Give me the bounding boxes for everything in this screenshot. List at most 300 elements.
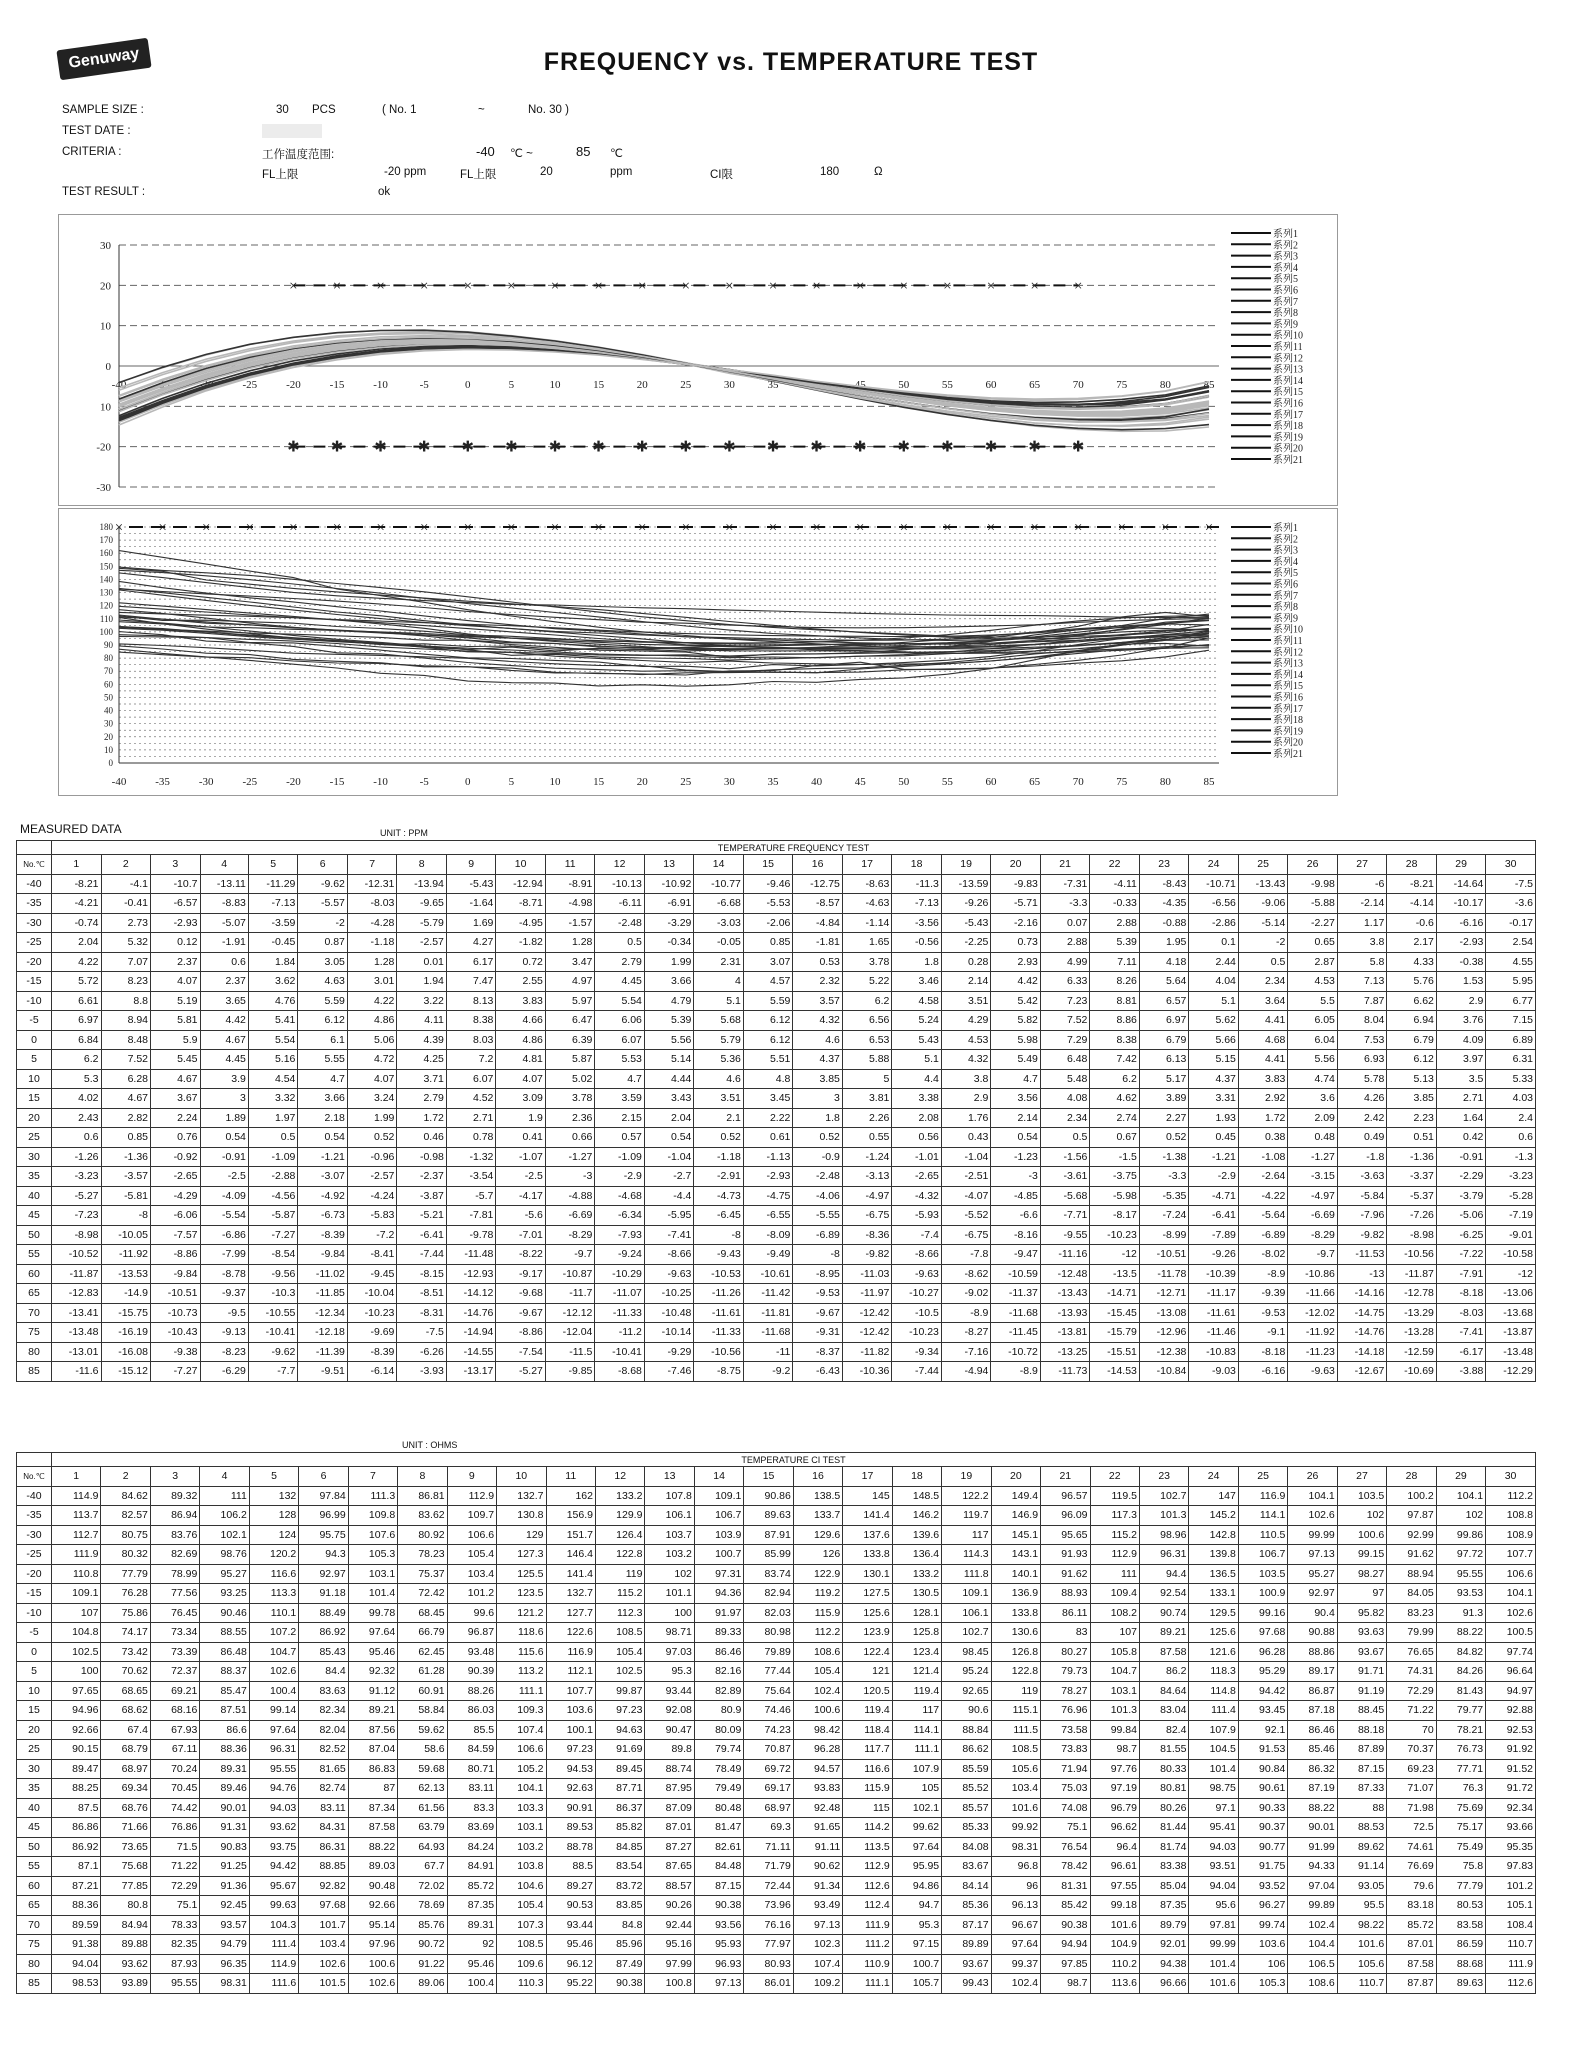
table-cell: -9.62 (298, 874, 348, 894)
table-cell: 96.79 (1090, 1798, 1139, 1818)
table-cell: -10.17 (1436, 894, 1486, 914)
table-cell: 0.56 (892, 1128, 942, 1148)
table-cell: 86.37 (595, 1798, 644, 1818)
table-cell: 108.2 (1090, 1603, 1139, 1623)
table-cell: 95.46 (447, 1954, 496, 1974)
table-cell: 87.56 (348, 1720, 397, 1740)
table-cell: 82.03 (744, 1603, 793, 1623)
legend-label: 系列20 (1273, 443, 1303, 455)
table-cell: -12.04 (545, 1323, 595, 1343)
table-cell: 94.63 (595, 1720, 644, 1740)
limit-marker: × (681, 278, 691, 295)
table-cell: -7.22 (1436, 1245, 1486, 1265)
table-cell: 4.97 (545, 972, 595, 992)
table-cell: -5.93 (892, 1206, 942, 1226)
table-cell: 0.46 (397, 1128, 447, 1148)
table-cell: 87.35 (1139, 1896, 1188, 1916)
table-cell: 91.92 (1486, 1740, 1536, 1760)
table-cell: 8.48 (101, 1030, 151, 1050)
table-cell: -8.21 (52, 874, 102, 894)
x-tick-label: -35 (155, 776, 170, 788)
table-cell: -3.75 (1090, 1167, 1140, 1187)
table-cell: -13.5 (1090, 1264, 1140, 1284)
table-cell: 91.99 (1288, 1837, 1337, 1857)
table-cell: 104.3 (249, 1915, 298, 1935)
table-cell: 102.6 (1486, 1603, 1536, 1623)
table-cell: -6.41 (397, 1225, 447, 1245)
table-cell: 2.14 (941, 972, 991, 992)
table-cell: -5.35 (1139, 1186, 1189, 1206)
corner-cell: No.℃ (17, 855, 52, 875)
row-temperature: 55 (17, 1245, 52, 1265)
table-cell: 3.09 (496, 1089, 546, 1109)
column-header: 17 (842, 855, 892, 875)
y-tick-label: 50 (104, 692, 113, 703)
table-cell: 88.68 (1436, 1954, 1485, 1974)
table-cell: -2.14 (1337, 894, 1387, 914)
table-cell: -14.55 (446, 1342, 496, 1362)
table-cell: 84.08 (942, 1837, 991, 1857)
x-tick-label: -35 (155, 379, 170, 391)
table-cell: -1.21 (298, 1147, 348, 1167)
table-cell: -5.27 (496, 1362, 546, 1382)
table-cell: -5.54 (200, 1206, 248, 1226)
table-row (17, 1662, 1536, 1682)
table-cell: 5.19 (151, 991, 201, 1011)
table-cell: 4.42 (200, 1011, 248, 1031)
table-cell: -9.65 (397, 894, 447, 914)
table-cell: 78.42 (1041, 1857, 1090, 1877)
table-cell: 89.17 (1288, 1662, 1337, 1682)
legend-label: 系列11 (1273, 636, 1303, 647)
table-cell: 88.36 (200, 1740, 249, 1760)
table-cell: -11.73 (1040, 1362, 1090, 1382)
table-cell: 91.36 (200, 1876, 249, 1896)
table-cell: 125.6 (1189, 1623, 1238, 1643)
table-cell: 101.2 (1486, 1876, 1536, 1896)
table-cell: 116.9 (1238, 1486, 1287, 1506)
table-cell: 96.62 (1090, 1818, 1139, 1838)
table-cell: -8.16 (991, 1225, 1041, 1245)
y-tick-label: 0 (108, 758, 113, 768)
table-cell: -4.75 (743, 1186, 793, 1206)
table-cell: 2.37 (200, 972, 248, 992)
table-cell: 87.18 (1288, 1701, 1337, 1721)
x-tick-label: 10 (549, 379, 561, 391)
table-cell: 98.45 (942, 1642, 991, 1662)
table-cell: 2.55 (496, 972, 546, 992)
table-cell: 89.31 (200, 1759, 249, 1779)
table-cell: -9.49 (743, 1245, 793, 1265)
table-cell: 62.45 (398, 1642, 447, 1662)
table-cell: 5.39 (644, 1011, 694, 1031)
table-cell: 107.7 (546, 1681, 595, 1701)
table-cell: 72.02 (398, 1876, 447, 1896)
ohm-unit: Ω (874, 166, 883, 178)
table-cell: 106.1 (645, 1506, 694, 1526)
table-cell: -2.9 (1189, 1167, 1239, 1187)
table-cell: 105.3 (1238, 1974, 1287, 1994)
table-cell: -11.45 (991, 1323, 1041, 1343)
table-cell: -2.16 (991, 913, 1041, 933)
table-cell: 83.38 (1139, 1857, 1188, 1877)
table-cell: -6.6 (991, 1206, 1041, 1226)
table-cell: -13.01 (52, 1342, 102, 1362)
table-cell: -12 (1486, 1264, 1536, 1284)
table-cell: 71.66 (101, 1818, 150, 1838)
table-cell: -6.57 (151, 894, 201, 914)
table-cell: 100.9 (1238, 1584, 1287, 1604)
table-cell: -9.84 (298, 1245, 348, 1265)
x-tick-label: 40 (811, 776, 823, 788)
table-cell: -5.06 (1436, 1206, 1486, 1226)
column-header: 28 (1387, 855, 1437, 875)
table-cell: 62.13 (398, 1779, 447, 1799)
table-cell: 89.89 (942, 1935, 991, 1955)
table-cell: 76.96 (1041, 1701, 1090, 1721)
table-row (17, 1323, 1536, 1343)
table-cell: 68.97 (101, 1759, 150, 1779)
table-cell: 110.2 (1090, 1954, 1139, 1974)
row-temperature: -15 (17, 1584, 52, 1604)
table-cell: 5.13 (1387, 1069, 1437, 1089)
table-cell: 93.67 (1337, 1642, 1386, 1662)
table-cell: 86.31 (299, 1837, 348, 1857)
table-row (17, 1837, 1536, 1857)
table-cell: 71.79 (744, 1857, 793, 1877)
table-cell: -2.48 (793, 1167, 843, 1187)
table-cell: 87.27 (645, 1837, 694, 1857)
table-cell: 92.97 (1288, 1584, 1337, 1604)
table-cell: -10.41 (595, 1342, 645, 1362)
table-cell: 93.57 (200, 1915, 249, 1935)
table-cell: 75.64 (744, 1681, 793, 1701)
table-cell: -4.56 (248, 1186, 298, 1206)
table-cell: -8.78 (200, 1264, 248, 1284)
row-temperature: 45 (17, 1206, 52, 1226)
table-cell: -6.14 (347, 1362, 397, 1382)
legend-label: 系列7 (1273, 590, 1298, 602)
table-cell: -9.67 (793, 1303, 843, 1323)
table-cell: 2.93 (991, 952, 1041, 972)
table-cell: 3.85 (1387, 1089, 1437, 1109)
y-tick-label: 60 (104, 679, 113, 690)
table-cell: 87.04 (348, 1740, 397, 1760)
table-cell: 7.47 (446, 972, 496, 992)
table-cell: 106.7 (1238, 1545, 1287, 1565)
y-tick-label: 10 (100, 320, 111, 333)
table-cell: 2.26 (842, 1108, 892, 1128)
row-temperature: 70 (17, 1303, 52, 1323)
table-cell: 100 (52, 1662, 101, 1682)
limit-marker: × (289, 278, 298, 295)
table-cell: -6 (1337, 874, 1387, 894)
table-cell: 114.2 (843, 1818, 892, 1838)
table-cell: 129.5 (1189, 1603, 1238, 1623)
table-cell: 87.1 (52, 1857, 101, 1877)
table-cell: 0.54 (298, 1128, 348, 1148)
table-cell: 2.04 (644, 1108, 694, 1128)
table-cell: -3.57 (101, 1167, 151, 1187)
table-cell: -11.5 (545, 1342, 595, 1362)
table-cell: -10.92 (644, 874, 694, 894)
column-header: 27 (1337, 1467, 1386, 1487)
table-cell: 119.4 (892, 1681, 941, 1701)
table-cell: 95.16 (645, 1935, 694, 1955)
table-cell: -5.28 (1486, 1186, 1536, 1206)
table-cell: -1.14 (842, 913, 892, 933)
x-tick-label: 85 (1203, 776, 1215, 788)
table-cell: 87.01 (1387, 1935, 1436, 1955)
table-cell: 3.05 (298, 952, 348, 972)
table-cell: -12.42 (842, 1303, 892, 1323)
table-cell: -3.56 (892, 913, 942, 933)
table-cell: 3 (793, 1089, 843, 1109)
table-cell: 97.04 (1288, 1876, 1337, 1896)
column-header: 30 (1486, 1467, 1536, 1487)
table-cell: -7.24 (1139, 1206, 1189, 1226)
table-cell: 73.83 (1041, 1740, 1090, 1760)
table-cell: 108.5 (991, 1740, 1040, 1760)
table-cell: -9.68 (496, 1284, 546, 1304)
table-cell: 4.7 (298, 1069, 348, 1089)
table-cell: 3.81 (842, 1089, 892, 1109)
table-cell: -0.41 (101, 894, 151, 914)
table-cell: 4.62 (1090, 1089, 1140, 1109)
table-cell: 91.72 (1486, 1779, 1536, 1799)
table-cell: 5.1 (1189, 991, 1239, 1011)
table-cell: 86.2 (1139, 1662, 1188, 1682)
table-cell: -12.34 (298, 1303, 348, 1323)
table-cell: -0.9 (793, 1147, 843, 1167)
table-cell: 121.2 (497, 1603, 546, 1623)
column-header: 11 (545, 855, 595, 875)
table-cell: -13.28 (1387, 1323, 1437, 1343)
table-cell: 3.65 (200, 991, 248, 1011)
table-cell: 111.8 (942, 1564, 991, 1584)
table-cell: -10.86 (1288, 1264, 1338, 1284)
table-cell: 97.99 (645, 1954, 694, 1974)
table-cell: 7.07 (101, 952, 151, 972)
table-cell: 87.51 (200, 1701, 249, 1721)
table-cell: -9.26 (941, 894, 991, 914)
table-cell: -9.98 (1288, 874, 1338, 894)
table-cell: 98.71 (645, 1623, 694, 1643)
table-cell: -4.68 (595, 1186, 645, 1206)
row-temperature: -5 (17, 1011, 52, 1031)
table-cell: -11 (743, 1342, 793, 1362)
legend-label: 系列2 (1273, 240, 1298, 252)
table-cell: 83.74 (744, 1564, 793, 1584)
table-cell: 91.93 (1041, 1545, 1090, 1565)
table-cell: 94.96 (52, 1701, 101, 1721)
table-cell: 89.21 (348, 1701, 397, 1721)
table-cell: 88.86 (1288, 1642, 1337, 1662)
fl-high-label: FL上限 (460, 169, 497, 181)
limit-marker: × (1117, 520, 1127, 536)
table-cell: 4.04 (1189, 972, 1239, 992)
table-cell: 86.32 (1288, 1759, 1337, 1779)
range-start: ( No. 1 (382, 104, 417, 116)
table-cell: 80.53 (1436, 1896, 1485, 1916)
table-cell: -11.61 (1189, 1303, 1239, 1323)
table-cell: -6.16 (1238, 1362, 1288, 1382)
frequency-chart (58, 214, 1338, 506)
y-tick-label: 40 (104, 705, 113, 716)
table-cell: 99.43 (942, 1974, 991, 1994)
legend-label: 系列19 (1273, 432, 1303, 444)
legend-label: 系列13 (1273, 658, 1303, 670)
table-cell: 111.9 (52, 1545, 101, 1565)
table-cell: 85.57 (942, 1798, 991, 1818)
table-cell: -13.94 (397, 874, 447, 894)
table-cell: 86.83 (348, 1759, 397, 1779)
table-cell: 104.4 (1288, 1935, 1337, 1955)
table-cell: 4.22 (52, 952, 102, 972)
table-cell: 102.6 (348, 1974, 397, 1994)
table-cell: -8.31 (397, 1303, 447, 1323)
table-cell: 95.75 (299, 1525, 348, 1545)
table-cell: 99.84 (1090, 1720, 1139, 1740)
table-cell: 2.31 (694, 952, 744, 972)
limit-marker: × (986, 520, 996, 536)
table-cell: -1.18 (347, 933, 397, 953)
table-cell: -1.07 (496, 1147, 546, 1167)
table-cell: 2.32 (793, 972, 843, 992)
table-cell: -9.29 (644, 1342, 694, 1362)
table-cell: -13.29 (1387, 1303, 1437, 1323)
table-cell: -2.7 (644, 1167, 694, 1187)
table-cell: 93.25 (200, 1584, 249, 1604)
table-cell: 91.53 (1238, 1740, 1287, 1760)
table-cell: 82.34 (299, 1701, 348, 1721)
table-cell: -9.43 (694, 1245, 744, 1265)
table-cell: 93.63 (1337, 1623, 1386, 1643)
table-cell: 118.4 (843, 1720, 892, 1740)
row-temperature: 85 (17, 1362, 52, 1382)
legend-label: 系列18 (1273, 715, 1303, 727)
table-cell: 75.69 (1436, 1798, 1485, 1818)
table-cell: -5.81 (101, 1186, 151, 1206)
table-cell: 76.65 (1387, 1642, 1436, 1662)
table-cell: 111.6 (249, 1974, 298, 1994)
table-cell: -9.7 (545, 1245, 595, 1265)
table-cell: -3.6 (1486, 894, 1536, 914)
table-cell: 4 (694, 972, 744, 992)
table-cell: -7.23 (52, 1206, 102, 1226)
table-cell: 77.97 (744, 1935, 793, 1955)
table-cell: -2.65 (892, 1167, 942, 1187)
x-tick-label: 20 (636, 379, 648, 391)
legend-label: 系列5 (1273, 568, 1298, 580)
table-cell: 4.45 (200, 1050, 248, 1070)
table-cell: -1.21 (1189, 1147, 1239, 1167)
table-cell: -3.79 (1436, 1186, 1486, 1206)
x-tick-label: 45 (854, 379, 866, 391)
table-cell: 80.26 (1139, 1798, 1188, 1818)
table-cell: 6.39 (545, 1030, 595, 1050)
table-cell: -15.79 (1090, 1323, 1140, 1343)
table-cell: -11.39 (298, 1342, 348, 1362)
table-cell: -5.53 (743, 894, 793, 914)
table-cell: -14.9 (101, 1284, 151, 1304)
limit-marker: × (463, 278, 473, 295)
table-row (17, 1089, 1536, 1109)
column-header: 2 (101, 1467, 150, 1487)
table-cell: 84.64 (1139, 1681, 1188, 1701)
limit-marker: × (899, 278, 909, 295)
table-cell: 97.85 (1041, 1954, 1090, 1974)
table-cell: -5.88 (1288, 894, 1338, 914)
limit-marker: ✱ (330, 439, 344, 456)
table-cell: 5.49 (991, 1050, 1041, 1070)
column-header: 3 (150, 1467, 199, 1487)
limit-marker: × (637, 278, 647, 295)
table-cell: 130.6 (991, 1623, 1040, 1643)
table-cell: 83.3 (447, 1798, 496, 1818)
table-cell: -4.06 (793, 1186, 843, 1206)
table-cell: 2.18 (298, 1108, 348, 1128)
table-cell: -9.26 (1189, 1245, 1239, 1265)
table-cell: -7.46 (644, 1362, 694, 1382)
table-cell: 102 (1436, 1506, 1485, 1526)
table-cell: 96.66 (1139, 1974, 1188, 1994)
table-cell: 3.83 (496, 991, 546, 1011)
table-cell: 3.31 (1189, 1089, 1239, 1109)
table-cell: 119.2 (793, 1584, 842, 1604)
table-cell: 8.26 (1090, 972, 1140, 992)
table-cell: 75.37 (398, 1564, 447, 1584)
table-cell: -7.91 (1436, 1264, 1486, 1284)
table-cell: 115.2 (595, 1584, 644, 1604)
table-cell: -7.44 (892, 1362, 942, 1382)
x-tick-label: -5 (419, 776, 429, 788)
table-cell: -9.82 (842, 1245, 892, 1265)
table-cell: -5.98 (1090, 1186, 1140, 1206)
table-cell: -6.11 (595, 894, 645, 914)
x-tick-label: -25 (242, 379, 258, 391)
table-cell: 2.1 (694, 1108, 744, 1128)
table-cell: 105.6 (991, 1759, 1040, 1779)
table-cell: -7.5 (1486, 874, 1536, 894)
table-cell: 94.7 (892, 1896, 941, 1916)
table-cell: 6.13 (1139, 1050, 1189, 1070)
table-cell: -4.97 (842, 1186, 892, 1206)
limit-marker: ✱ (287, 439, 300, 456)
table-row (17, 1681, 1536, 1701)
table-cell: 83.54 (595, 1857, 644, 1877)
table-cell: -2 (1238, 933, 1288, 953)
table-row (17, 1759, 1536, 1779)
table-cell: 0.53 (793, 952, 843, 972)
table-cell: 151.7 (546, 1525, 595, 1545)
column-header: 4 (200, 1467, 249, 1487)
table-cell: 91.62 (1387, 1545, 1436, 1565)
table-cell: -14.75 (1337, 1303, 1387, 1323)
table-cell: -8.27 (941, 1323, 991, 1343)
table-cell: 2.71 (1436, 1089, 1486, 1109)
table-cell: 63.79 (398, 1818, 447, 1838)
table-cell: -8.63 (842, 874, 892, 894)
table-cell: 96.99 (299, 1506, 348, 1526)
table-cell: -1.38 (1139, 1147, 1189, 1167)
table-cell: -14.64 (1436, 874, 1486, 894)
table-cell: -13 (1337, 1264, 1387, 1284)
table-cell: 0.43 (941, 1128, 991, 1148)
table-cell: 3.51 (694, 1089, 744, 1109)
table-cell: 101.6 (1337, 1935, 1386, 1955)
table-cell: 105.3 (348, 1545, 397, 1565)
